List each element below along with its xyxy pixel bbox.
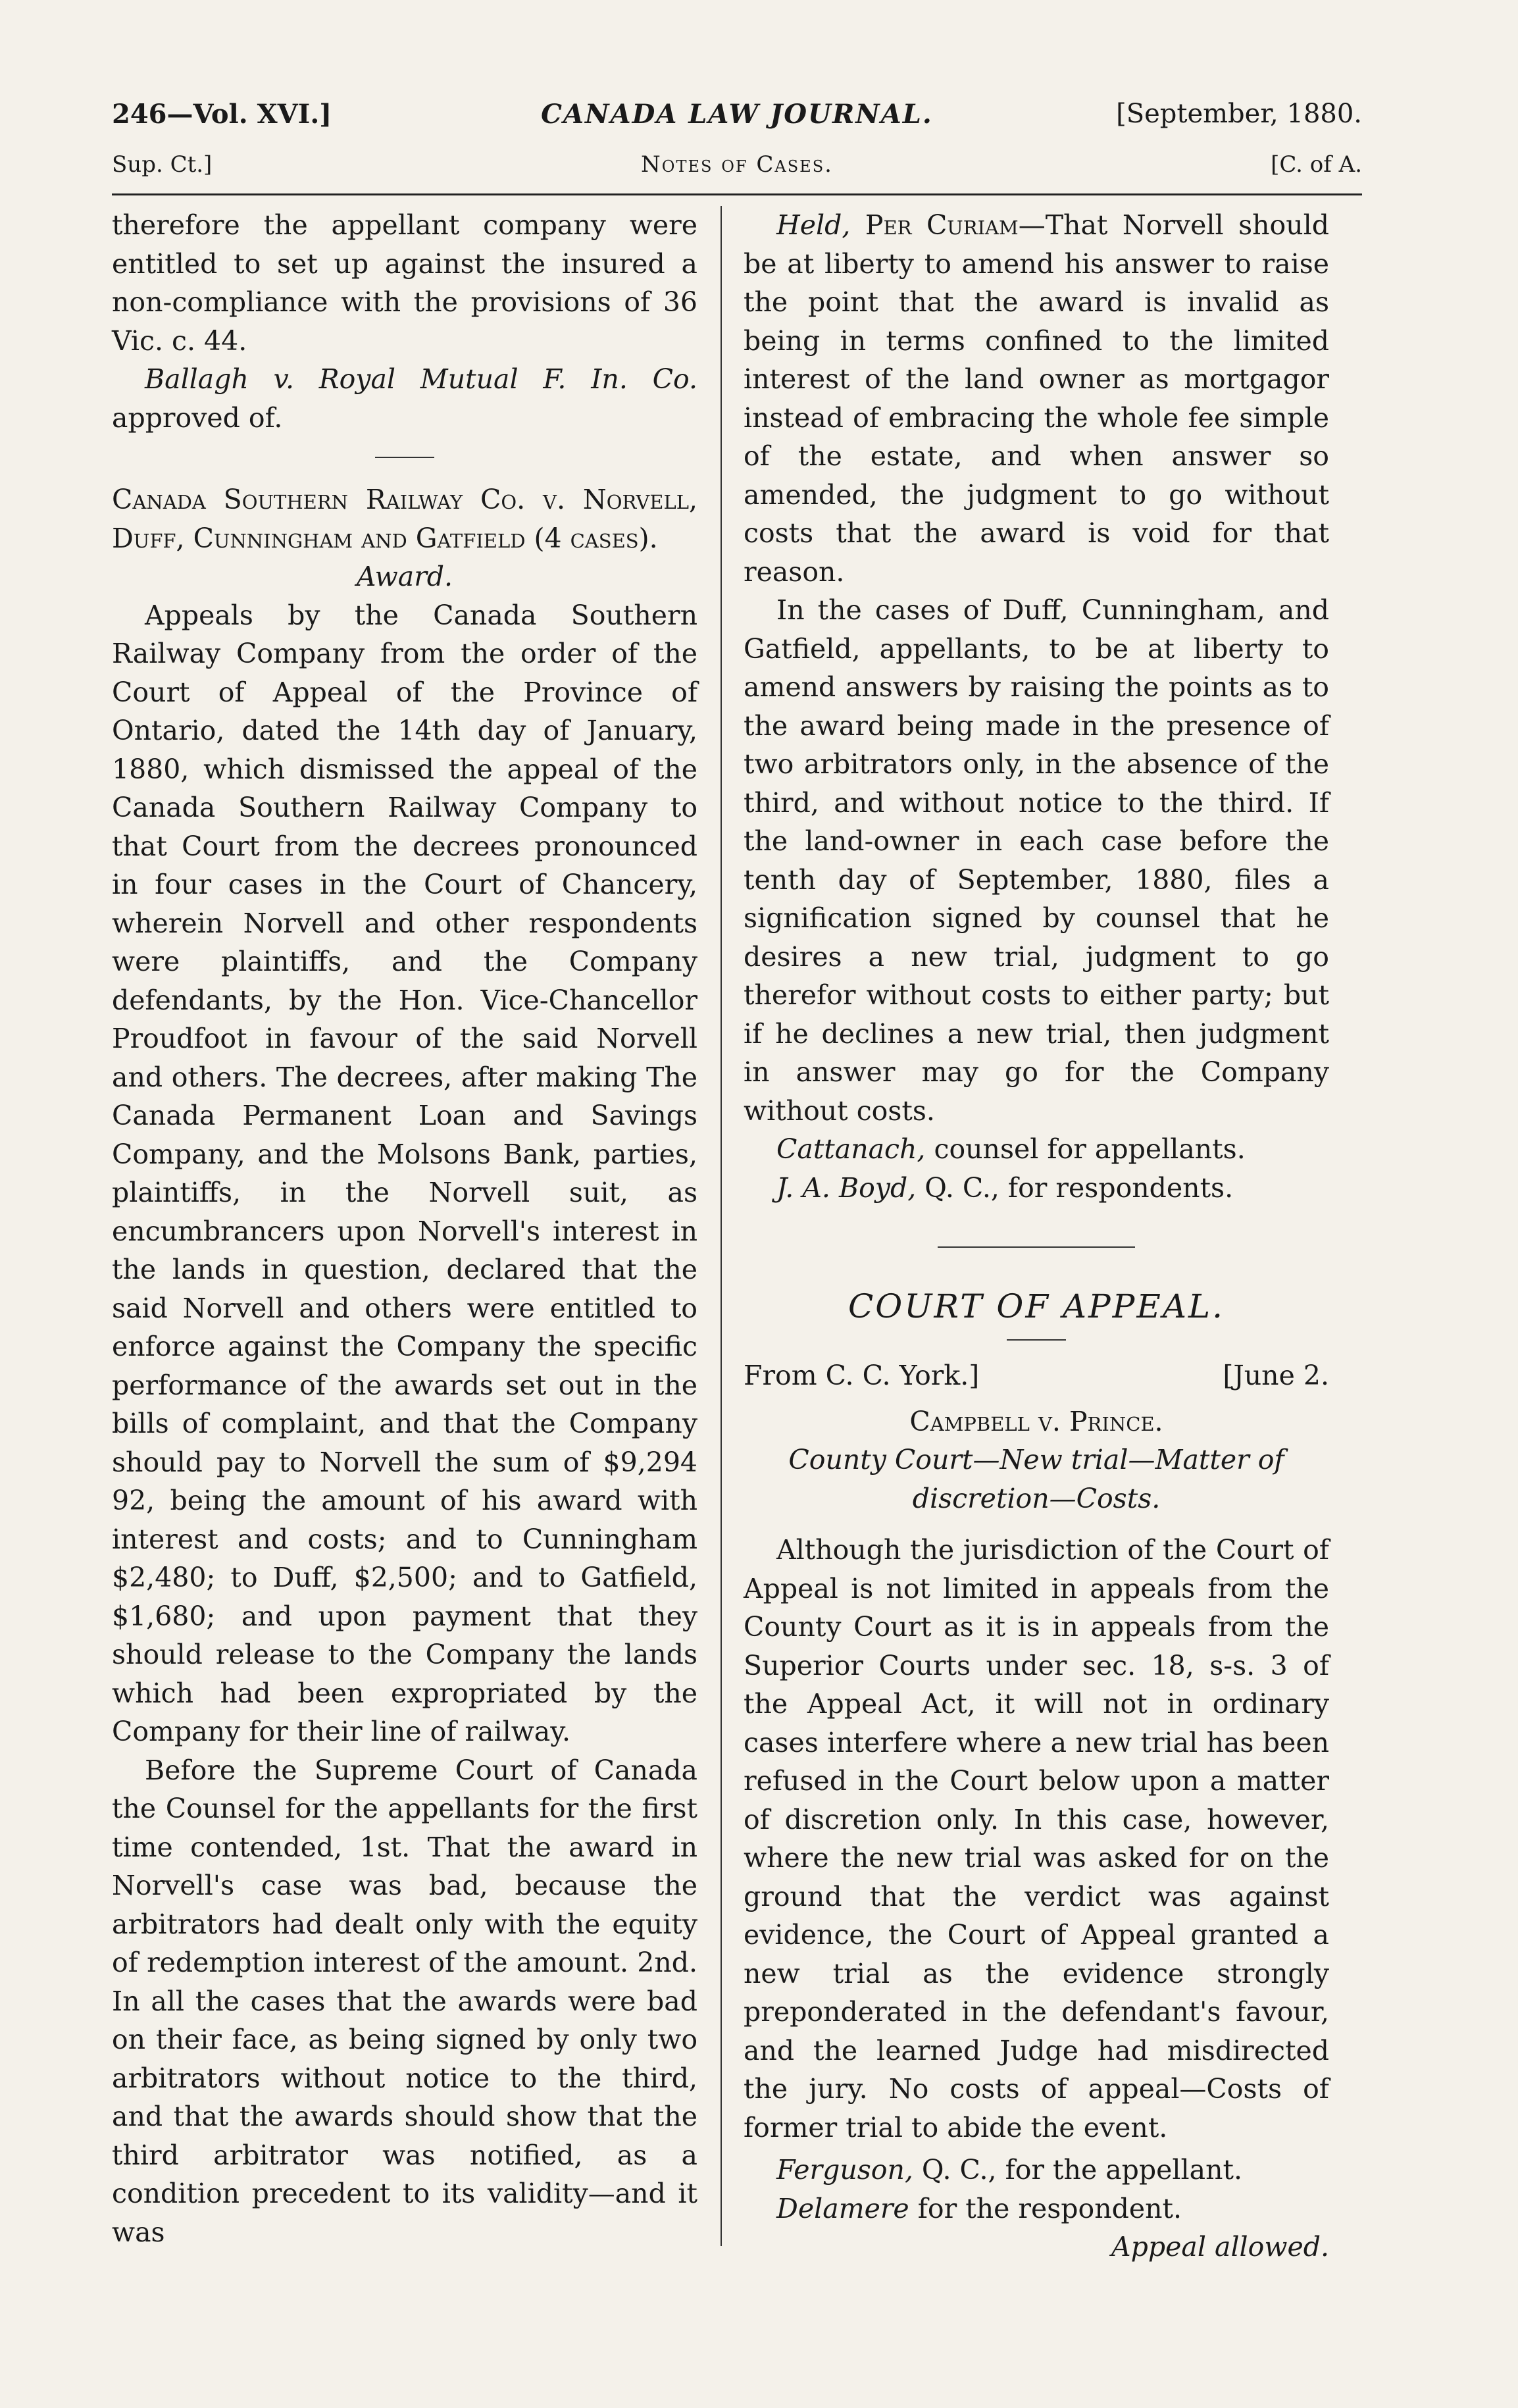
left-paragraph-2: Ballagh v. Royal Mutual F. In. Co. approved of. [112, 363, 697, 434]
header-date: [September, 1880. [1116, 99, 1362, 129]
left-paragraph-1: therefore the appellant company were entitled to set up against the insured a non-compliance with the provisions of 36 Vic. c. 44. [112, 209, 697, 357]
case-title: Canada Southern Railway Co. v. Norvell, Duff, Cunningham and Gatfield (4 cases). [112, 484, 697, 554]
section-title: Notes of Cases. [641, 151, 833, 178]
counsel-line-4: Delamere for the respondent. [776, 2192, 1182, 2224]
from-court: From C. C. York.] [744, 1359, 980, 1391]
right-paragraph-3: Although the jurisdiction of the Court of Appeal is not limited in appeals from the County Court as it is in appeals from the Superior Courts under sec. 18, s-s. 3 of the Appeal Act, it will not in ordinary cases interfere where a new trial has been refused in the Court below upon a matter of discretion only. In this case, however, where the new trial was asked for on the ground that the verdict was against evidence, the Court of Appeal granted a new trial as the evidence strongly preponderated in the defendant's favour, and the learned Judge had misdirected the jury. No costs of appeal—Costs of former trial to abide the event. [744, 1534, 1329, 2143]
section-right: [C. of A. [1271, 151, 1362, 178]
cited-case: Ballagh v. Royal Mutual F. In. Co. [145, 363, 697, 395]
decision-date: [June 2. [1223, 1359, 1329, 1391]
divider [1007, 1339, 1066, 1341]
section-left: Sup. Ct.] [112, 151, 213, 178]
page [112, 99, 1362, 2263]
counsel-line-1: Cattanach, counsel for appellants. [776, 1133, 1246, 1165]
running-header [112, 99, 1362, 151]
case-subject: Award. [356, 561, 453, 592]
case-subject: County Court—New trial—Matter of discretion—Costs. [788, 1444, 1284, 1514]
right-paragraph-2: In the cases of Duff, Cunningham, and Gatfield, appellants, to be at liberty to amend answers by raising the points as to the award being made in the presence of two arbitrators only, in the absence of the third, and without notice to the third. If the land-owner in each case before the tenth day of September, 1880, files a signification signed by counsel that he desires a new trial, judgment to go therefor without costs to either party; but if he declines a new trial, then judgment in answer may go for the Company without costs. [744, 594, 1329, 1127]
section-header [112, 151, 1362, 191]
right-paragraph-1: Held, Per Curiam—That Norvell should be at liberty to amend his answer to raise the point that the award is invalid as being in terms confined to the limited interest of the land owner as mortgagor instead of embracing the whole fee simple of the estate, and when answer so amended, the judgment to go without costs that the award is void for that reason. [744, 209, 1329, 588]
case-title: Campbell v. Prince. [909, 1405, 1163, 1437]
counsel-line-2: J. A. Boyd, Q. C., for respondents. [776, 1171, 1234, 1204]
counsel-line-3: Ferguson, Q. C., for the appellant. [776, 2154, 1243, 2186]
left-column [112, 206, 697, 2251]
divider [375, 457, 434, 458]
header-journal-title: CANADA LAW JOURNAL. [541, 99, 933, 130]
left-paragraph-4: Before the Supreme Court of Canada the Counsel for the appellants for the first time contended, 1st. That the award in Norvell's case was bad, because the arbitrators had dealt only with the equity of redemption interest of the amount. 2nd. In all the cases that the awards were bad on their face, as being signed by only two arbitrators without notice to the third, and that the awards should show that the third arbitrator was notified, as a condition precedent to its validity—and it was [112, 1754, 697, 2248]
court-heading: COURT OF APPEAL. [848, 1287, 1225, 1325]
case-result: Appeal allowed. [1111, 2231, 1329, 2263]
column-divider [721, 206, 722, 2246]
right-column [744, 206, 1329, 2267]
left-paragraph-3: Appeals by the Canada Southern Railway Company from the order of the Court of Appeal of the Province of Ontario, dated the 14th day of January, 1880, which dismissed the appeal of the Canada Southern Railway Company to that Court from the decrees pronounced in four cases in the Court of Chancery, wherein Norvell and other respondents were plaintiffs, and the Company defendants, by the Hon. Vice-Chancellor Proudfoot in favour of the said Norvell and others. The decrees, after making The Canada Permanent Loan and Savings Company, and the Molsons Bank, parties, plaintiffs, in the Norvell suit, as encumbrancers upon Norvell's interest in the lands in question, declared that the said Norvell and others were entitled to enforce against the Company the specific performance of the awards set out in the bills of complaint, and that the Company should pay to Norvell the sum of $9,294 92, being the amount of his award with interest and costs; and to Cunningham $2,480; to Duff, $2,500; and to Gatfield, $1,680; and upon payment that they should release to the Company the lands which had been expropriated by the Company for their line of railway. [112, 599, 697, 1747]
from-line [744, 1356, 1329, 1396]
section-divider [938, 1246, 1135, 1248]
header-volume: 246—Vol. XVI.] [112, 99, 332, 130]
header-rule [112, 193, 1362, 195]
